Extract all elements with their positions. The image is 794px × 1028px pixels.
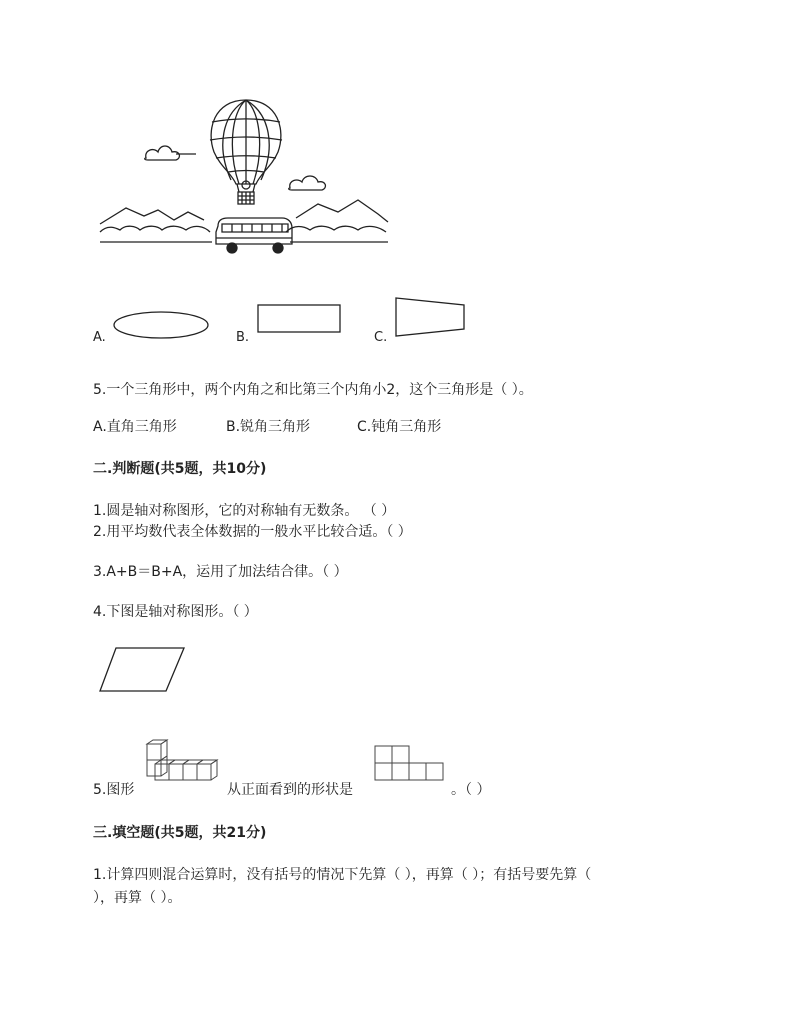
balloon-scene-illustration	[96, 92, 396, 262]
judge-question-3: 3.A+B＝B+A，运用了加法结合律。（ ）	[93, 564, 348, 580]
judge-question-5-suffix: 。（ ）	[451, 782, 491, 798]
question-5-option-b: B.锐角三角形	[226, 419, 311, 435]
question-5-option-a: A.直角三角形	[93, 419, 177, 435]
judge-question-1: 1.圆是轴对称图形，它的对称轴有无数条。 （ ）	[93, 503, 396, 519]
fill-question-1-line-1: 1.计算四则混合运算时，没有括号的情况下先算（ ），再算（ ）；有括号要先算（	[93, 867, 592, 883]
judge-question-5-prefix: 5.图形	[93, 782, 135, 798]
fill-question-1-line-2: ），再算（ ）。	[93, 890, 182, 906]
judge-question-5-middle: 从正面看到的形状是	[227, 782, 353, 798]
option-c-label: C.	[374, 330, 388, 345]
question-5-option-c: C.钝角三角形	[357, 419, 442, 435]
judge-question-2: 2.用平均数代表全体数据的一般水平比较合适。（ ）	[93, 524, 412, 540]
option-a-label: A.	[93, 330, 106, 345]
trapezoid-shape	[394, 296, 470, 340]
judge-question-4: 4.下图是轴对称图形。（ ）	[93, 604, 258, 620]
option-b-label: B.	[236, 330, 250, 345]
ellipse-shape	[112, 310, 212, 342]
front-view-figure	[373, 744, 449, 784]
section-2-heading: 二.判断题(共5题，共10分)	[93, 461, 267, 477]
section-3-heading: 三.填空题(共5题，共21分)	[93, 825, 267, 841]
cube-solid-figure	[143, 738, 223, 784]
rectangle-shape	[256, 303, 344, 335]
question-5-stem: 5.一个三角形中，两个内角之和比第三个内角小2，这个三角形是（ ）。	[93, 382, 533, 398]
parallelogram-shape	[98, 646, 188, 694]
